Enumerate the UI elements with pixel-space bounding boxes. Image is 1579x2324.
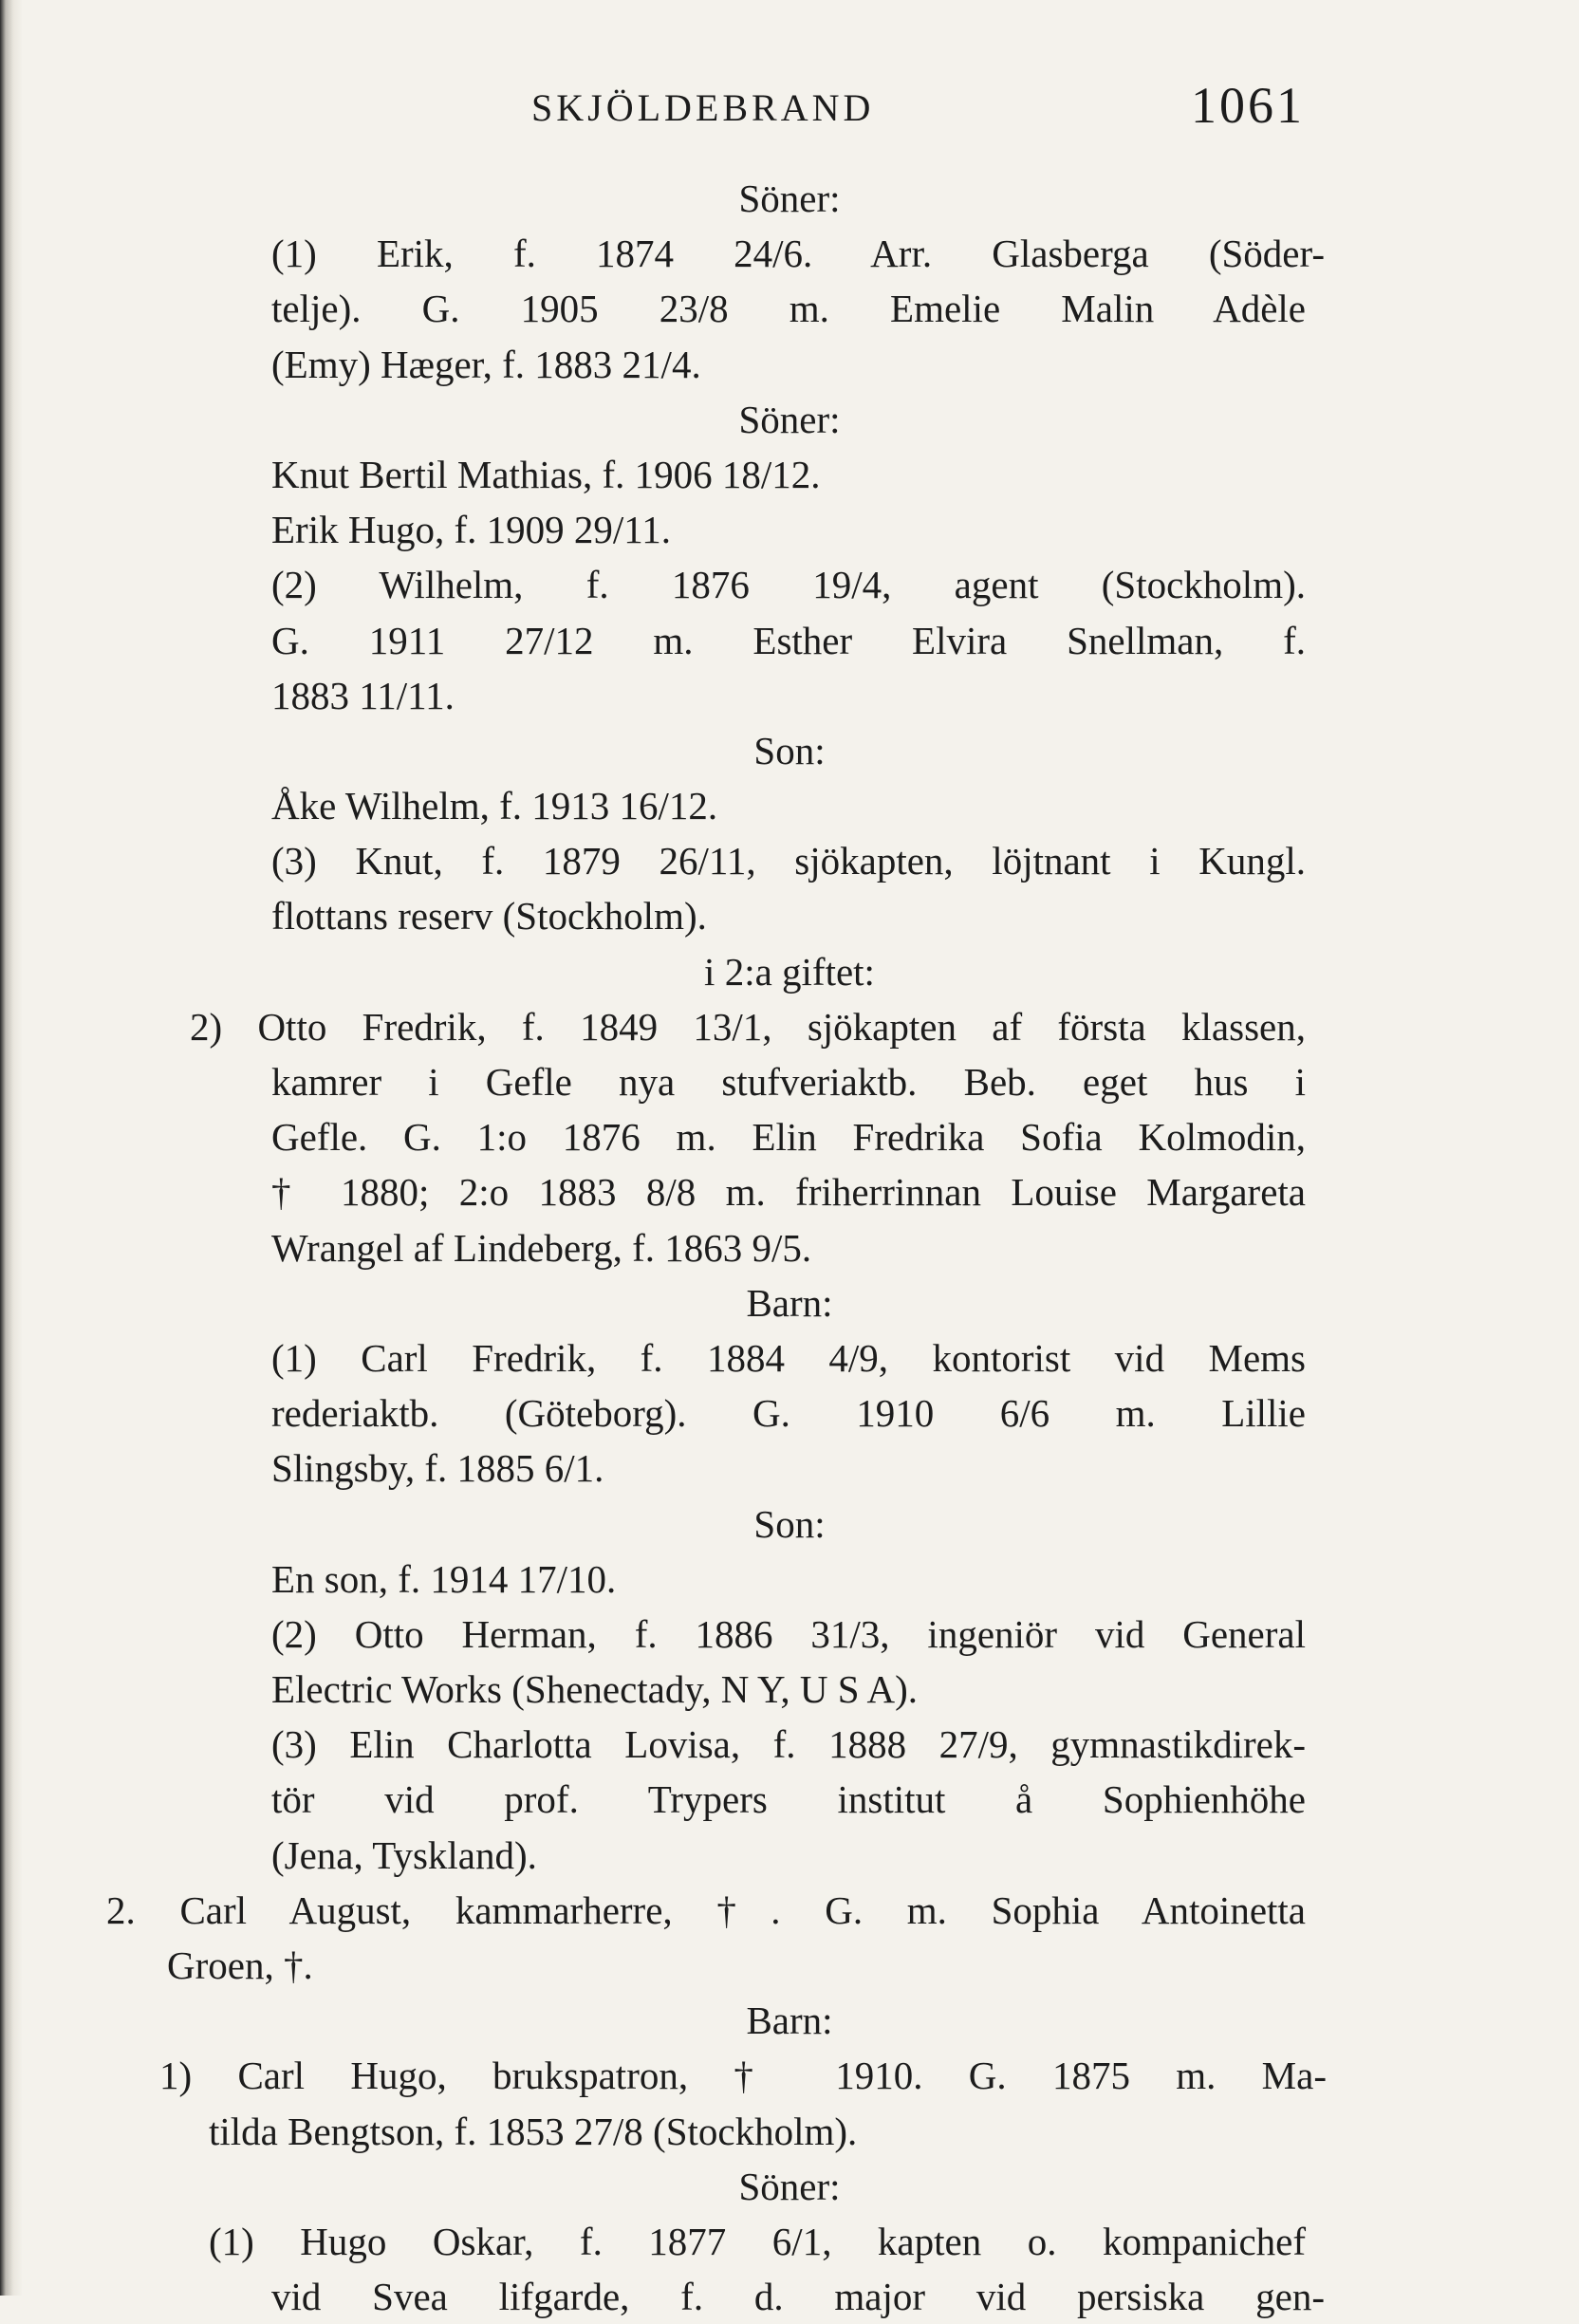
heading-son: Son: bbox=[753, 728, 826, 772]
heading-giftet: i 2:a giftet: bbox=[704, 949, 875, 994]
heading-soner: Söner: bbox=[738, 177, 841, 220]
text-line: (1) Erik, f. 1874 24/6. Arr. Glasberga (Söder- bbox=[271, 232, 1325, 276]
heading-son: Son: bbox=[753, 1501, 826, 1546]
text-line: Gefle. G. 1:o 1876 m. Elin Fredrika Sofia Kolmodin, bbox=[271, 1115, 1306, 1160]
text-line: Knut Bertil Mathias, f. 1906 18/12. bbox=[271, 452, 821, 496]
entry-text bbox=[0, 171, 1579, 2324]
text-line: Slingsby, f. 1885 6/1. bbox=[271, 1446, 604, 1491]
text-line: flottans reserv (Stockholm). bbox=[271, 894, 707, 939]
text-line: Erik Hugo, f. 1909 29/11. bbox=[271, 508, 671, 552]
text-line: vid Svea lifgarde, f. d. major vid persiska gen- bbox=[271, 2275, 1325, 2319]
heading-barn: Barn: bbox=[746, 1999, 833, 2043]
page-number: 1061 bbox=[1191, 77, 1305, 134]
text-line: En son, f. 1914 17/10. bbox=[271, 1556, 617, 1601]
text-line: Electric Works (Shenectady, N Y, U S A). bbox=[271, 1667, 919, 1712]
text-line: (1) Carl Fredrik, f. 1884 4/9, kontorist vid Mems bbox=[271, 1335, 1306, 1380]
text-line: Wrangel af Lindeberg, f. 1863 9/5. bbox=[271, 1225, 812, 1270]
text-line: (2) Wilhelm, f. 1876 19/4, agent (Stockholm). bbox=[271, 563, 1306, 607]
text-line: (3) Knut, f. 1879 26/11, sjökapten, löjtnant i Kungl. bbox=[271, 839, 1306, 883]
text-line: Groen, †. bbox=[167, 1943, 313, 1987]
page-header bbox=[0, 76, 1579, 133]
text-line: rederiaktb. (Göteborg). G. 1910 6/6 m. Lillie bbox=[271, 1391, 1306, 1436]
text-line: 2) Otto Fredrik, f. 1849 13/1, sjökapten af första klassen, bbox=[190, 1004, 1306, 1049]
text-line: † 1880; 2:o 1883 8/8 m. friherrinnan Louise Margareta bbox=[271, 1170, 1306, 1215]
text-line: 2. Carl August, kammarherre, †. G. m. Sophia Antoinetta bbox=[106, 1887, 1306, 1932]
text-line: (2) Otto Herman, f. 1886 31/3, ingeniör vid General bbox=[271, 1611, 1306, 1656]
text-line: telje). G. 1905 23/8 m. Emelie Malin Adèle bbox=[271, 287, 1306, 331]
text-line: kamrer i Gefle nya stufveriaktb. Beb. eget hus i bbox=[271, 1060, 1306, 1104]
heading-soner: Söner: bbox=[738, 397, 841, 441]
text-line: tilda Bengtson, f. 1853 27/8 (Stockholm). bbox=[209, 2109, 858, 2153]
text-line: (1) Hugo Oskar, f. 1877 6/1, kapten o. kompanichef bbox=[209, 2219, 1306, 2263]
text-line: (Emy) Hæger, f. 1883 21/4. bbox=[271, 342, 701, 386]
heading-barn: Barn: bbox=[746, 1280, 833, 1325]
text-line: (Jena, Tyskland). bbox=[271, 1832, 537, 1877]
running-head: SKJÖLDEBRAND bbox=[531, 86, 875, 129]
heading-soner: Söner: bbox=[738, 2164, 841, 2208]
text-line: (3) Elin Charlotta Lovisa, f. 1888 27/9, gymnastikdirek- bbox=[271, 1722, 1306, 1767]
text-line: 1883 11/11. bbox=[271, 673, 455, 717]
text-line: G. 1911 27/12 m. Esther Elvira Snellman, f. bbox=[271, 618, 1306, 662]
text-line: 1) Carl Hugo, brukspatron, † 1910. G. 1875 m. Ma- bbox=[159, 2054, 1327, 2098]
text-line: tör vid prof. Trypers institut å Sophienhöhe bbox=[271, 1777, 1306, 1822]
text-line: Åke Wilhelm, f. 1913 16/12. bbox=[271, 784, 718, 828]
